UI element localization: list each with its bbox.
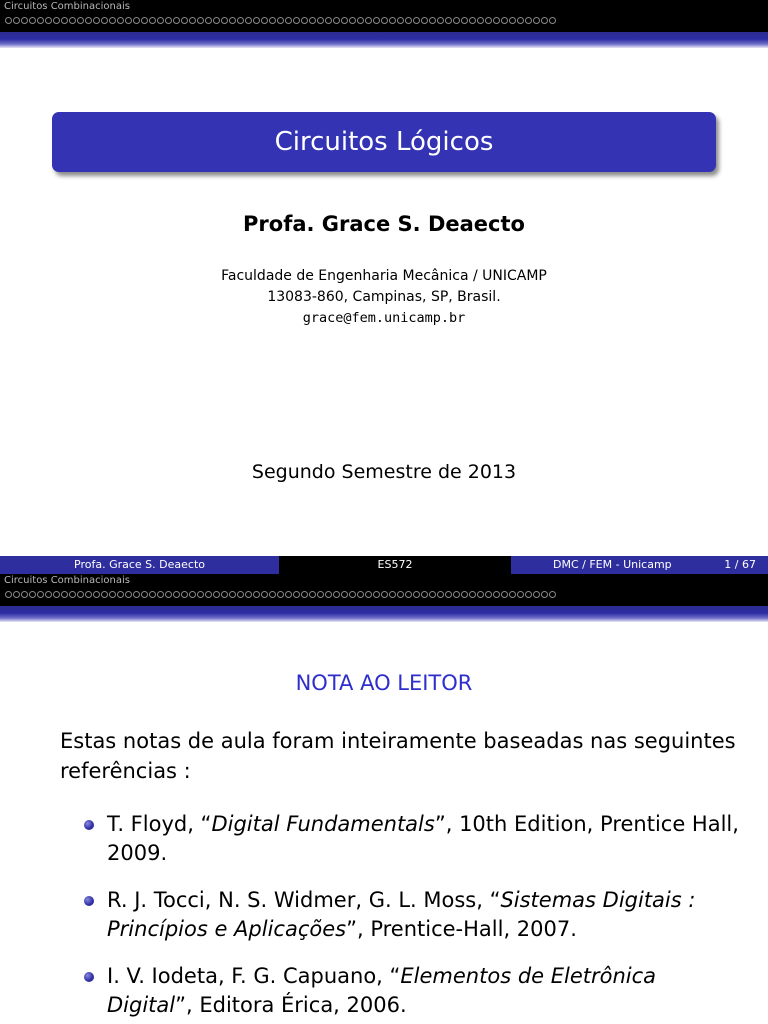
nav-dot[interactable] <box>253 17 260 24</box>
nav-dot[interactable] <box>149 591 156 598</box>
nav-dot[interactable] <box>13 591 20 598</box>
nav-dot[interactable] <box>541 17 548 24</box>
nav-dot[interactable] <box>45 17 52 24</box>
header-bar <box>0 574 768 606</box>
list-item <box>60 886 740 944</box>
nav-dot[interactable] <box>389 591 396 598</box>
nav-dot[interactable] <box>117 591 124 598</box>
nav-dot[interactable] <box>77 17 84 24</box>
nav-dot[interactable] <box>461 591 468 598</box>
nav-dot[interactable] <box>293 591 300 598</box>
nav-dot[interactable] <box>165 17 172 24</box>
nav-dot[interactable] <box>413 591 420 598</box>
nav-dot[interactable] <box>437 591 444 598</box>
nav-dot[interactable] <box>293 17 300 24</box>
nav-dot[interactable] <box>245 17 252 24</box>
nav-dot[interactable] <box>269 17 276 24</box>
nav-dot[interactable] <box>285 591 292 598</box>
nav-dot[interactable] <box>69 591 76 598</box>
nav-dot[interactable] <box>109 591 116 598</box>
nav-dot[interactable] <box>365 591 372 598</box>
footer-author: Profa. Grace S. Deaecto <box>0 556 279 574</box>
nav-dot[interactable] <box>333 17 340 24</box>
footer-institution: DMC / FEM - Unicamp <box>553 558 672 571</box>
nav-dot[interactable] <box>405 591 412 598</box>
nav-dot[interactable] <box>317 591 324 598</box>
nav-dot[interactable] <box>517 17 524 24</box>
nav-dot[interactable] <box>509 591 516 598</box>
nav-dot[interactable] <box>309 17 316 24</box>
nav-dot[interactable] <box>253 591 260 598</box>
nav-dot[interactable] <box>405 17 412 24</box>
nav-dot[interactable] <box>493 591 500 598</box>
section-title: Circuitos Combinacionais <box>4 575 130 586</box>
nav-dot[interactable] <box>189 591 196 598</box>
presentation-title: Circuitos Lógicos <box>274 127 494 157</box>
nav-dot[interactable] <box>485 17 492 24</box>
nav-dot[interactable] <box>93 17 100 24</box>
nav-dot[interactable] <box>373 17 380 24</box>
nav-dot[interactable] <box>77 591 84 598</box>
address-line: 13083-860, Campinas, SP, Brasil. <box>267 289 501 305</box>
nav-dot[interactable] <box>445 17 452 24</box>
section-title: Circuitos Combinacionais <box>4 1 130 12</box>
bullet-icon <box>84 820 94 830</box>
nav-dot[interactable] <box>157 17 164 24</box>
nav-dot[interactable] <box>421 591 428 598</box>
reference-authors: I. V. Iodeta, F. G. Capuano, “ <box>107 964 401 988</box>
nav-dot[interactable] <box>381 591 388 598</box>
nav-dot[interactable] <box>93 591 100 598</box>
nav-dot[interactable] <box>549 591 556 598</box>
list-item <box>60 810 740 868</box>
navigation-dots[interactable] <box>5 17 557 24</box>
nav-dot[interactable] <box>141 17 148 24</box>
nav-dot[interactable] <box>277 17 284 24</box>
nav-dot[interactable] <box>285 17 292 24</box>
nav-dot[interactable] <box>261 17 268 24</box>
footer-course: ES572 <box>279 556 511 574</box>
nav-dot[interactable] <box>525 591 532 598</box>
nav-dot[interactable] <box>5 591 12 598</box>
nav-dot[interactable] <box>37 17 44 24</box>
nav-dot[interactable] <box>101 17 108 24</box>
nav-dot[interactable] <box>445 591 452 598</box>
reference-book-title: Elementos de Eletrônica Digital <box>107 964 657 1017</box>
nav-dot[interactable] <box>125 17 132 24</box>
nav-dot[interactable] <box>157 591 164 598</box>
nav-dot[interactable] <box>237 591 244 598</box>
nav-dot[interactable] <box>469 17 476 24</box>
page-number: 1 / 67 <box>724 558 756 571</box>
nav-dot[interactable] <box>333 591 340 598</box>
reference-authors: T. Floyd, “ <box>107 812 212 836</box>
nav-dot[interactable] <box>221 17 228 24</box>
nav-dot[interactable] <box>181 17 188 24</box>
author-name: Profa. Grace S. Deaecto <box>243 212 525 236</box>
nav-dot[interactable] <box>469 591 476 598</box>
nav-dot[interactable] <box>197 17 204 24</box>
nav-dot[interactable] <box>21 591 28 598</box>
semester-date: Segundo Semestre de 2013 <box>251 461 517 483</box>
bullet-icon <box>84 896 94 906</box>
nav-dot[interactable] <box>221 591 228 598</box>
reference-authors: R. J. Tocci, N. S. Widmer, G. L. Moss, “ <box>107 888 501 912</box>
nav-dot[interactable] <box>309 591 316 598</box>
nav-dot[interactable] <box>261 591 268 598</box>
nav-dot[interactable] <box>173 591 180 598</box>
intro-text: Estas notas de aula foram inteiramente baseadas nas seguintes referências : <box>60 729 736 783</box>
nav-dot[interactable] <box>365 17 372 24</box>
nav-dot[interactable] <box>141 591 148 598</box>
nav-dot[interactable] <box>533 17 540 24</box>
nav-dot[interactable] <box>29 591 36 598</box>
nav-dot[interactable] <box>429 591 436 598</box>
nav-dot[interactable] <box>381 17 388 24</box>
nav-dot[interactable] <box>341 17 348 24</box>
nav-dot[interactable] <box>373 591 380 598</box>
frame-title: NOTA AO LEITOR <box>295 671 473 695</box>
nav-dot[interactable] <box>533 591 540 598</box>
nav-dot[interactable] <box>301 17 308 24</box>
nav-dot[interactable] <box>213 591 220 598</box>
nav-dot[interactable] <box>205 17 212 24</box>
list-item <box>60 962 740 1020</box>
nav-dot[interactable] <box>45 591 52 598</box>
nav-dot[interactable] <box>125 591 132 598</box>
nav-dot[interactable] <box>205 591 212 598</box>
nav-dot[interactable] <box>357 591 364 598</box>
nav-dot[interactable] <box>485 591 492 598</box>
nav-dot[interactable] <box>421 17 428 24</box>
nav-dot[interactable] <box>133 591 140 598</box>
nav-dot[interactable] <box>317 17 324 24</box>
nav-dot[interactable] <box>269 591 276 598</box>
nav-dot[interactable] <box>453 591 460 598</box>
nav-dot[interactable] <box>525 17 532 24</box>
nav-dot[interactable] <box>397 591 404 598</box>
nav-dot[interactable] <box>85 591 92 598</box>
nav-dot[interactable] <box>53 591 60 598</box>
nav-dot[interactable] <box>37 591 44 598</box>
nav-dot[interactable] <box>213 17 220 24</box>
nav-dot[interactable] <box>53 17 60 24</box>
nav-dot[interactable] <box>509 17 516 24</box>
nav-dot[interactable] <box>501 17 508 24</box>
institution-line: Faculdade de Engenharia Mecânica / UNICAMP <box>221 268 547 284</box>
nav-dot[interactable] <box>341 591 348 598</box>
nav-dot[interactable] <box>453 17 460 24</box>
nav-dot[interactable] <box>13 17 20 24</box>
nav-dot[interactable] <box>277 591 284 598</box>
reference-list <box>60 810 740 1024</box>
nav-dot[interactable] <box>21 17 28 24</box>
reference-publisher: ”, Prentice-Hall, 2007. <box>346 917 577 941</box>
nav-dot[interactable] <box>349 17 356 24</box>
nav-dot[interactable] <box>413 17 420 24</box>
nav-dot[interactable] <box>301 591 308 598</box>
nav-dot[interactable] <box>549 17 556 24</box>
nav-dot[interactable] <box>325 591 332 598</box>
nav-dot[interactable] <box>165 591 172 598</box>
nav-dot[interactable] <box>189 17 196 24</box>
nav-dot[interactable] <box>29 17 36 24</box>
title-box <box>52 112 716 172</box>
reference-book-title: Digital Fundamentals <box>211 812 435 836</box>
bullet-icon <box>84 972 94 982</box>
nav-dot[interactable] <box>61 591 68 598</box>
nav-dot[interactable] <box>477 17 484 24</box>
nav-dot[interactable] <box>229 17 236 24</box>
slide-footer <box>0 556 768 574</box>
nav-dot[interactable] <box>149 17 156 24</box>
header-bar <box>0 0 768 32</box>
nav-dot[interactable] <box>61 17 68 24</box>
nav-dot[interactable] <box>229 591 236 598</box>
footer-right <box>511 556 768 574</box>
header-band <box>0 32 768 48</box>
nav-dot[interactable] <box>173 17 180 24</box>
navigation-dots[interactable] <box>5 591 557 598</box>
nav-dot[interactable] <box>109 17 116 24</box>
header-band <box>0 606 768 622</box>
reference-book-title: Sistemas Digitais : Princípios e Aplicações <box>107 888 696 941</box>
nav-dot[interactable] <box>397 17 404 24</box>
reference-publisher: ”, 10th Edition, Prentice Hall, 2009. <box>107 812 739 865</box>
nav-dot[interactable] <box>5 17 12 24</box>
nav-dot[interactable] <box>133 17 140 24</box>
reader-note-slide <box>0 574 768 1024</box>
nav-dot[interactable] <box>349 591 356 598</box>
nav-dot[interactable] <box>389 17 396 24</box>
nav-dot[interactable] <box>117 17 124 24</box>
email-address[interactable]: grace@fem.unicamp.br <box>302 310 466 326</box>
nav-dot[interactable] <box>181 591 188 598</box>
nav-dot[interactable] <box>429 17 436 24</box>
nav-dot[interactable] <box>493 17 500 24</box>
nav-dot[interactable] <box>237 17 244 24</box>
nav-dot[interactable] <box>325 17 332 24</box>
nav-dot[interactable] <box>517 591 524 598</box>
nav-dot[interactable] <box>69 17 76 24</box>
nav-dot[interactable] <box>197 591 204 598</box>
nav-dot[interactable] <box>477 591 484 598</box>
nav-dot[interactable] <box>501 591 508 598</box>
nav-dot[interactable] <box>437 17 444 24</box>
nav-dot[interactable] <box>357 17 364 24</box>
nav-dot[interactable] <box>85 17 92 24</box>
nav-dot[interactable] <box>101 591 108 598</box>
nav-dot[interactable] <box>541 591 548 598</box>
reference-publisher: ”, Editora Érica, 2006. <box>175 993 407 1017</box>
nav-dot[interactable] <box>461 17 468 24</box>
nav-dot[interactable] <box>245 591 252 598</box>
